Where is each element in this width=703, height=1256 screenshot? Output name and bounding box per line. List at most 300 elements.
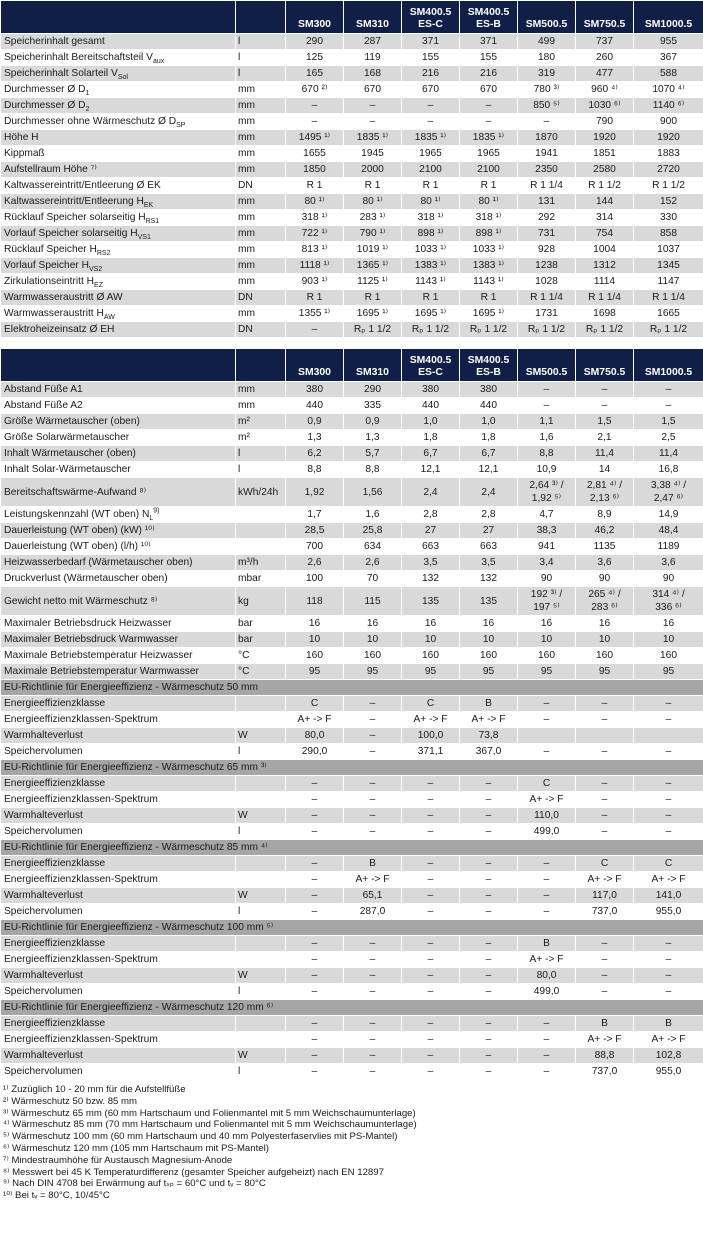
table-cell: 141,0 <box>634 888 703 904</box>
table-cell: 1945 <box>344 146 402 162</box>
table-cell: 1850 <box>286 162 344 178</box>
column-header: SM400.5 ES-C <box>402 349 460 382</box>
row-unit: mm <box>236 82 286 98</box>
table-cell: 1383 ¹⁾ <box>460 258 518 274</box>
table-row <box>1 824 703 840</box>
row-unit <box>236 712 286 728</box>
table-cell: C <box>576 856 634 872</box>
table-row <box>1 1048 703 1064</box>
table-cell: 6,7 <box>402 446 460 462</box>
table-cell: 119 <box>344 50 402 66</box>
table-cell: – <box>344 984 402 1000</box>
table-cell: 1695 ¹⁾ <box>344 306 402 322</box>
table-cell: 1345 <box>634 258 703 274</box>
table-cell: – <box>460 98 518 114</box>
table-cell: – <box>460 792 518 808</box>
table-cell: – <box>286 1048 344 1064</box>
section-row <box>1 840 703 856</box>
row-label: Rücklauf Speicher $H_{RS2}$ <box>1 242 236 258</box>
table-cell: 95 <box>518 664 576 680</box>
table-cell: 117,0 <box>576 888 634 904</box>
spec-table-1 <box>0 0 703 338</box>
table-cell: 2100 <box>402 162 460 178</box>
table-cell: 1,6 <box>344 507 402 523</box>
table-cell: 10 <box>518 632 576 648</box>
table-row <box>1 398 703 414</box>
table-cell: – <box>460 1064 518 1080</box>
table-cell: 160 <box>634 648 703 664</box>
table-cell: – <box>286 1032 344 1048</box>
table-cell: – <box>402 952 460 968</box>
footnote: ¹⁾ Zuzüglich 10 - 20 mm für die Aufstellfüße <box>3 1084 186 1095</box>
table-cell: – <box>460 904 518 920</box>
table-cell: 1114 <box>576 274 634 290</box>
table-row <box>1 1064 703 1080</box>
table-row <box>1 792 703 808</box>
table-cell: – <box>402 888 460 904</box>
table-cell: – <box>576 936 634 952</box>
table-cell: 16 <box>576 616 634 632</box>
table-row <box>1 462 703 478</box>
table-row <box>1 507 703 523</box>
table-cell: 0,9 <box>286 414 344 430</box>
table-cell: 132 <box>460 571 518 587</box>
table-cell: – <box>286 792 344 808</box>
row-label: Speicherinhalt Bereitschaftsteil $V_{aux}$ <box>1 50 236 66</box>
table-cell: – <box>576 792 634 808</box>
table-cell: Rₚ 1 1/2 <box>518 322 576 338</box>
table-cell: 168 <box>344 66 402 82</box>
table-cell: 1140 ⁶⁾ <box>634 98 703 114</box>
row-unit: mm <box>236 242 286 258</box>
table-cell: Rₚ 1 1/2 <box>576 322 634 338</box>
row-unit: l <box>236 1064 286 1080</box>
table-cell: 80 ¹⁾ <box>286 194 344 210</box>
table-cell: 16 <box>286 616 344 632</box>
table-cell: 790 <box>576 114 634 130</box>
table-cell: – <box>344 728 402 744</box>
table-cell: 440 <box>286 398 344 414</box>
table-cell: 16 <box>344 616 402 632</box>
footnote: ³⁾ Wärmeschutz 65 mm (60 mm Hartschaum und Folienmantel mit 5 mm Weichschaumunterlage) <box>3 1107 416 1119</box>
table-cell: 144 <box>576 194 634 210</box>
row-label: Abstand Füße A2 <box>1 398 236 414</box>
row-label: Heizwasserbedarf (Wärmetauscher oben) <box>1 555 236 571</box>
table-cell: 287,0 <box>344 904 402 920</box>
table-row <box>1 290 703 306</box>
table-cell: 1,92 <box>286 478 344 507</box>
table-cell: 1,8 <box>460 430 518 446</box>
table-cell: – <box>518 382 576 398</box>
table-cell: – <box>402 776 460 792</box>
table-cell: 90 <box>576 571 634 587</box>
row-label: Zirkulationseintritt $H_{EZ}$ <box>1 274 236 290</box>
header-blank-cell <box>236 1 286 34</box>
table-cell: 100,0 <box>402 728 460 744</box>
row-label: Dauerleistung (WT oben) (l/h) ¹⁰⁾ <box>1 539 236 555</box>
table-cell: – <box>344 952 402 968</box>
table-cell: 955,0 <box>634 1064 703 1080</box>
table-cell: 80,0 <box>286 728 344 744</box>
row-unit: DN <box>236 322 286 338</box>
row-label: Energieeffizienzklassen-Spektrum <box>1 712 236 728</box>
table-cell: 11,4 <box>576 446 634 462</box>
table-cell: – <box>402 824 460 840</box>
table-cell: – <box>344 792 402 808</box>
table-cell: R 1 <box>460 178 518 194</box>
table-cell: 118 <box>286 587 344 616</box>
table-cell <box>576 728 634 744</box>
row-unit <box>236 507 286 523</box>
table-cell: 380 <box>460 382 518 398</box>
table-cell: 65,1 <box>344 888 402 904</box>
table-cell: 14,9 <box>634 507 703 523</box>
table-cell: B <box>576 1016 634 1032</box>
table-cell: 1,5 <box>634 414 703 430</box>
table-cell: 16 <box>634 616 703 632</box>
table-cell: – <box>402 1016 460 1032</box>
row-unit: W <box>236 728 286 744</box>
table-cell: 1383 ¹⁾ <box>402 258 460 274</box>
table-cell: – <box>460 872 518 888</box>
table-cell: – <box>576 398 634 414</box>
row-label: Kaltwassereintritt/Entleerung Ø EK <box>1 178 236 194</box>
row-label: Warmwasseraustritt Ø AW <box>1 290 236 306</box>
table-cell: – <box>460 776 518 792</box>
table-cell: 160 <box>286 648 344 664</box>
table-cell: 3,6 <box>634 555 703 571</box>
table-cell: R 1 <box>344 290 402 306</box>
row-label: Gewicht netto mit Wärmeschutz ⁸⁾ <box>1 587 236 616</box>
table-cell: – <box>460 984 518 1000</box>
table-row <box>1 178 703 194</box>
table-cell: R 1 1/4 <box>634 290 703 306</box>
table-cell: 10,9 <box>518 462 576 478</box>
table-cell: – <box>344 1048 402 1064</box>
row-label: Inhalt Wärmetauscher (oben) <box>1 446 236 462</box>
table-cell: 1365 ¹⁾ <box>344 258 402 274</box>
table-cell: – <box>344 1016 402 1032</box>
table-cell: 367,0 <box>460 744 518 760</box>
table-cell: 1312 <box>576 258 634 274</box>
table-cell: – <box>634 984 703 1000</box>
section-title: EU-Richtlinie für Energieeffizienz - Wärmeschutz 120 mm ⁶⁾ <box>1 1000 703 1016</box>
table-cell: – <box>402 114 460 130</box>
table-cell: 100 <box>286 571 344 587</box>
row-unit: mm <box>236 114 286 130</box>
table-row <box>1 226 703 242</box>
table-cell <box>518 728 576 744</box>
row-unit: l <box>236 744 286 760</box>
table-cell: 731 <box>518 226 576 242</box>
table-cell: – <box>518 712 576 728</box>
table-row <box>1 162 703 178</box>
table-cell: – <box>286 808 344 824</box>
table-cell: – <box>518 856 576 872</box>
table-cell: 2,4 <box>460 478 518 507</box>
row-unit: bar <box>236 632 286 648</box>
table-cell: 960 ⁴⁾ <box>576 82 634 98</box>
table-cell: 283 ¹⁾ <box>344 210 402 226</box>
table-cell: 95 <box>402 664 460 680</box>
table-cell: – <box>286 904 344 920</box>
table-cell: 850 ⁵⁾ <box>518 98 576 114</box>
table-cell: 3,38 ⁴⁾ / 2,47 ⁶⁾ <box>634 478 703 507</box>
table-cell: 790 ¹⁾ <box>344 226 402 242</box>
table-cell: 700 <box>286 539 344 555</box>
table-cell: – <box>576 696 634 712</box>
table-cell: 265 ⁴⁾ / 283 ⁶⁾ <box>576 587 634 616</box>
table-cell: 38,3 <box>518 523 576 539</box>
table-row <box>1 98 703 114</box>
table-row <box>1 306 703 322</box>
table-cell: 380 <box>286 382 344 398</box>
table-cell: 1965 <box>402 146 460 162</box>
row-label: Energieeffizienzklasse <box>1 856 236 872</box>
table-cell: 160 <box>576 648 634 664</box>
footnote: ⁵⁾ Wärmeschutz 100 mm (60 mm Hartschaum und 40 mm Polyesterfaservlies mit PS-Mantel) <box>3 1131 398 1143</box>
table-cell: 1189 <box>634 539 703 555</box>
table-row <box>1 904 703 920</box>
column-header: SM300 <box>286 349 344 382</box>
row-unit: l <box>236 50 286 66</box>
table-cell: 1147 <box>634 274 703 290</box>
table-row <box>1 539 703 555</box>
table-cell: 90 <box>518 571 576 587</box>
table-cell: 160 <box>344 648 402 664</box>
table-cell: – <box>286 1064 344 1080</box>
header-blank-cell <box>1 349 236 382</box>
table-cell: A+ -> F <box>460 712 518 728</box>
table-cell: 634 <box>344 539 402 555</box>
table-cell: R 1 <box>402 178 460 194</box>
table-cell: – <box>286 952 344 968</box>
table-cell: 955 <box>634 34 703 50</box>
row-unit: DN <box>236 290 286 306</box>
table-cell: – <box>402 792 460 808</box>
table-cell: C <box>286 696 344 712</box>
table-cell: 80 ¹⁾ <box>402 194 460 210</box>
table-cell: R 1 1/4 <box>518 290 576 306</box>
section-title: EU-Richtlinie für Energieeffizienz - Wärmeschutz 50 mm <box>1 680 703 696</box>
column-header: SM500.5 <box>518 349 576 382</box>
table-cell: 10 <box>286 632 344 648</box>
column-header: SM1000.5 <box>634 349 703 382</box>
row-unit: l <box>236 462 286 478</box>
row-label: Warmhalteverlust <box>1 1048 236 1064</box>
table-cell: – <box>460 1048 518 1064</box>
table-cell: – <box>344 808 402 824</box>
table-cell: – <box>634 382 703 398</box>
table-cell: 4,7 <box>518 507 576 523</box>
table-cell: 499,0 <box>518 984 576 1000</box>
column-header: SM400.5 ES-B <box>460 1 518 34</box>
table-cell: A+ -> F <box>518 792 576 808</box>
table-cell: 371 <box>460 34 518 50</box>
table-cell: 88,8 <box>576 1048 634 1064</box>
table-cell: B <box>460 696 518 712</box>
table-cell: 1965 <box>460 146 518 162</box>
table-cell: A+ -> F <box>518 952 576 968</box>
spec-table-2 <box>0 348 703 1080</box>
row-unit <box>236 856 286 872</box>
table-row <box>1 984 703 1000</box>
table-row <box>1 146 703 162</box>
table-cell: – <box>576 968 634 984</box>
table-row <box>1 242 703 258</box>
table-cell: 670 ²⁾ <box>286 82 344 98</box>
table-cell: – <box>634 712 703 728</box>
table-cell: 8,8 <box>344 462 402 478</box>
table-cell: 1835 ¹⁾ <box>460 130 518 146</box>
table-cell: 1495 ¹⁾ <box>286 130 344 146</box>
row-label: Speichervolumen <box>1 744 236 760</box>
table-cell: Rₚ 1 1/2 <box>344 322 402 338</box>
table-cell: C <box>634 856 703 872</box>
row-unit: l <box>236 824 286 840</box>
row-unit <box>236 872 286 888</box>
table-cell: 663 <box>460 539 518 555</box>
table-cell: 160 <box>460 648 518 664</box>
table-cell: – <box>576 824 634 840</box>
table-cell: – <box>576 712 634 728</box>
table-cell: – <box>634 936 703 952</box>
table-cell: 955,0 <box>634 904 703 920</box>
table-row <box>1 744 703 760</box>
table-row <box>1 696 703 712</box>
table-cell: 1731 <box>518 306 576 322</box>
table-cell: 10 <box>634 632 703 648</box>
table-row <box>1 414 703 430</box>
table-cell: 2,5 <box>634 430 703 446</box>
table-cell: 2720 <box>634 162 703 178</box>
table-cell: – <box>344 776 402 792</box>
column-header: SM500.5 <box>518 1 576 34</box>
table-cell: – <box>286 936 344 952</box>
table-row <box>1 555 703 571</box>
table-cell: 1028 <box>518 274 576 290</box>
table-cell: 380 <box>402 382 460 398</box>
row-label: Warmwasseraustritt $H_{AW}$ <box>1 306 236 322</box>
table-cell: 152 <box>634 194 703 210</box>
table-cell: 11,4 <box>634 446 703 462</box>
table-cell: – <box>518 888 576 904</box>
row-label: Durchmesser Ø $D_1$ <box>1 82 236 98</box>
table-cell: R 1 <box>286 178 344 194</box>
row-unit: W <box>236 808 286 824</box>
table-cell: – <box>402 1064 460 1080</box>
table-row <box>1 571 703 587</box>
table-row <box>1 1032 703 1048</box>
table-cell: – <box>634 952 703 968</box>
row-unit <box>236 539 286 555</box>
table-cell: 73,8 <box>460 728 518 744</box>
row-label: Speichervolumen <box>1 984 236 1000</box>
row-unit: kWh/24h <box>236 478 286 507</box>
table-cell: 70 <box>344 571 402 587</box>
table-cell: 3,4 <box>518 555 576 571</box>
footnote: ⁷⁾ Mindestraumhöhe für Austausch Magnesium-Anode <box>3 1154 233 1166</box>
table-row <box>1 632 703 648</box>
table-cell: 80,0 <box>518 968 576 984</box>
table-row <box>1 210 703 226</box>
table-cell: 2,81 ⁴⁾ / 2,13 ⁶⁾ <box>576 478 634 507</box>
table-cell: 1125 ¹⁾ <box>344 274 402 290</box>
table-row <box>1 194 703 210</box>
table-cell: 155 <box>402 50 460 66</box>
table-cell: 95 <box>460 664 518 680</box>
table-cell: – <box>286 968 344 984</box>
row-unit: W <box>236 1048 286 1064</box>
table-cell: 3,6 <box>576 555 634 571</box>
column-header: SM1000.5 <box>634 1 703 34</box>
table-cell: 1665 <box>634 306 703 322</box>
row-unit <box>236 952 286 968</box>
table-cell: 216 <box>460 66 518 82</box>
row-label: Elektroheizeinsatz Ø EH <box>1 322 236 338</box>
table-cell: – <box>402 872 460 888</box>
table-cell: 160 <box>402 648 460 664</box>
table-cell: 1019 ¹⁾ <box>344 242 402 258</box>
table-cell: 1238 <box>518 258 576 274</box>
table-cell: 737,0 <box>576 904 634 920</box>
header-blank-cell <box>1 1 236 34</box>
column-header: SM300 <box>286 1 344 34</box>
table-cell: – <box>460 1016 518 1032</box>
footnote: ⁹⁾ Nach DIN 4708 bei Erwärmung auf tₛₚ = 60°C und tᵥ = 80°C <box>3 1178 266 1190</box>
table-cell: 5,7 <box>344 446 402 462</box>
row-label: Kaltwassereintritt/Entleerung $H_{EK}$ <box>1 194 236 210</box>
table-cell: – <box>518 1016 576 1032</box>
table-cell: 160 <box>518 648 576 664</box>
table-cell: – <box>402 856 460 872</box>
table-cell: – <box>518 1032 576 1048</box>
table-cell: – <box>518 872 576 888</box>
table-cell: 335 <box>344 398 402 414</box>
footnote: ¹⁰⁾ Bei tᵥ = 80°C, 10/45°C <box>3 1190 110 1202</box>
row-label: Energieeffizienzklassen-Spektrum <box>1 952 236 968</box>
table-cell: 90 <box>634 571 703 587</box>
table-cell: A+ -> F <box>634 1032 703 1048</box>
column-header: SM310 <box>344 1 402 34</box>
table-cell: – <box>402 1032 460 1048</box>
table-cell: 1941 <box>518 146 576 162</box>
table-cell: 95 <box>344 664 402 680</box>
table-cell: 1851 <box>576 146 634 162</box>
column-header: SM750.5 <box>576 349 634 382</box>
row-label: Maximaler Betriebsdruck Heizwasser <box>1 616 236 632</box>
table-cell: 1,8 <box>402 430 460 446</box>
table-cell: 216 <box>402 66 460 82</box>
row-label: Aufstellraum Höhe ⁷⁾ <box>1 162 236 178</box>
table-cell: – <box>460 114 518 130</box>
table-cell: 16 <box>518 616 576 632</box>
table-cell: 46,2 <box>576 523 634 539</box>
table-cell: 318 ¹⁾ <box>286 210 344 226</box>
table-cell: 1,3 <box>344 430 402 446</box>
section-title: EU-Richtlinie für Energieeffizienz - Wärmeschutz 100 mm ⁵⁾ <box>1 920 703 936</box>
header-row <box>1 349 703 382</box>
table-cell: – <box>576 808 634 824</box>
section-row <box>1 760 703 776</box>
table-row <box>1 478 703 507</box>
table-cell: 1835 ¹⁾ <box>402 130 460 146</box>
table-cell: 722 ¹⁾ <box>286 226 344 242</box>
table-cell: – <box>460 936 518 952</box>
table-cell: 2580 <box>576 162 634 178</box>
table-cell: 287 <box>344 34 402 50</box>
table-cell: 2,1 <box>576 430 634 446</box>
